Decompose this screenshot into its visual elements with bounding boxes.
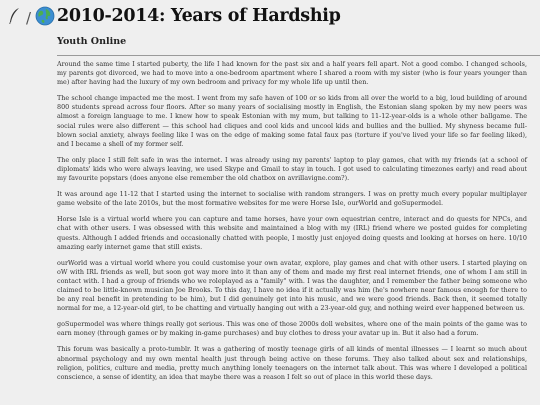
paragraph: The school change impacted me the most. I went from my safe haven of 100 or so kids from all over the world to a big, loud building of around 800 students spread across four floors. After so many years of socialising mostly in English, the Estonian slang spoken by my new peers was almost a foreign language to me. I knew how to speak Estonian with my mum, but talking to 11-12-year-olds is a whole other ballgame. The social rules were also different — this school had cliques and cool kids and uncool kids and bullies and the bullied. My shyness became full-blown social anxiety, always feeling like I was on the edge of making some fatal faux pas (torture if you've lived your life so far feeling liked), and I became a shell of my former self. — [57, 94, 527, 148]
quill-icon[interactable] — [6, 7, 22, 29]
page-title: 2010-2014: Years of Hardship — [57, 6, 341, 26]
separator-slash: / — [26, 9, 32, 27]
paragraph: It was around age 11-12 that I started using the internet to socialise with random strangers. I was on pretty much every popular multiplayer game website of the late 2010s, but the most formative websites for me were Horse Isle, ourWorld and goSupermodel. — [57, 190, 527, 208]
paragraph: Around the same time I started puberty, the life I had known for the past six and a half years fell apart. Not a good combo. I changed schools, my parents got divorced, we had to move into a one-bedroom apartment where I shared a room with my sister (who is four years younger than me) after having had the luxury of my own bedroom and privacy for my whole life up until then. — [57, 60, 527, 87]
article-body — [57, 60, 527, 389]
paragraph: ourWorld was a virtual world where you could customise your own avatar, explore, play games and chat with other users. I started playing on oW with IRL friends as well, but soon got way more into it than any of them and made my first real internet friends, one of whom I am still in contact with. I had a group of friends who we roleplayed as a "family" with. I was the daughter, and I remember the father being someone who claimed to be little-known musician Joe Brooks. To this day, I have no idea if it actually was him (he's nowhere near famous enough for there to be any real benefit in pretending to be him), but I did genuinely get into his music, and we were good friends. Back then, it seemed totally normal for me, a 12-year-old girl, to be chatting and virtually hanging out with a 23-year-old guy, and nothing weird ever happened between us. — [57, 258, 527, 313]
paragraph: Horse Isle is a virtual world where you can capture and tame horses, have your own equestrian centre, interact and do quests for NPCs, and chat with other users. I was obsessed with this website and maintained a blog with my (IRL) friend where we posted guides for completing quests. Although I added friends and occasionally chatted with people, I mostly just enjoyed doing quests and looking at horses on here. 10/10 amazing early internet game that still exists. — [57, 215, 527, 251]
paragraph: goSupermodel was where things really got serious. This was one of those 2000s doll websites, where one of the main points of the game was to earn money (through games or by making in-game purchases) and buy clothes to dress your avatar up in. But it also had a forum. — [57, 320, 527, 338]
header-icons — [6, 6, 55, 30]
divider — [57, 55, 540, 56]
paragraph: The only place I still felt safe in was the internet. I was already using my parents' laptop to play games, chat with my friends (at a school of diplomats' kids who were always leaving, we used Skype and Gmail to stay in touch. I got used to calculating timezones early) and read about my favourite popstars (does anyone else remember the old chatbox on avrillavigne.com?). — [57, 155, 527, 183]
paragraph: This forum was basically a proto-tumblr. It was a gathering of mostly teenage girls of all kinds of mental illnesses — I learnt so much about abnormal psychology and my own mental health just through being active on these forums. They also talked about sex and relationships, religion, politics, culture and media, pretty much anything lonely teenagers on the internet talk about. This was where I developed a political conscience, a sense of identity, an idea that maybe there was a reason I felt so out of place in this world these days. — [57, 345, 527, 381]
globe-icon[interactable] — [35, 6, 55, 30]
page-subtitle: Youth Online — [57, 36, 127, 47]
